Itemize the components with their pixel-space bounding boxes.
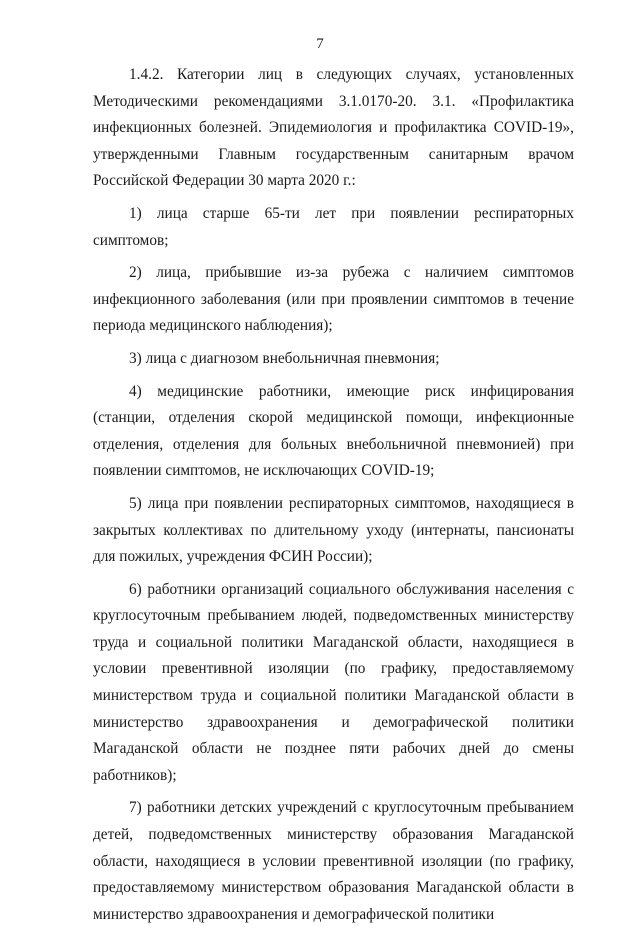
list-item-5: 5) лица при появлении респираторных симптомов, находящиеся в закрытых коллективах по длительному уходу (интернаты, пансионаты для пожилых, учреждения ФСИН России); (93, 494, 574, 566)
list-item-4: 4) медицинские работники, имеющие риск инфицирования (станции, отделения скорой медицинской помощи, инфекционные отделения, отделения для больных внебольничной пневмонией) при появлении симптомов, не исключающих COVID-19; (93, 382, 574, 480)
list-item-6: 6) работники организаций социального обслуживания населения с круглосуточным пребыванием людей, подведомственных министерству труда и социальной политики Магаданской области, находящиеся в условии превентивной изоляции (по графику, предоставляемому министерством труда и социальной политики Магаданской области в министерство здравоохранения и демографической политики Магаданской области не позднее пяти рабочих дней до смены работников); (93, 580, 574, 784)
list-item-2: 2) лица, прибывшие из-за рубежа с наличием симптомов инфекционного заболевания (или при проявлении симптомов в течение периода медицинского наблюдения); (93, 264, 574, 335)
list-item-7: 7) работники детских учреждений с круглосуточным пребыванием детей, подведомственных министерству образования Магаданской области, находящиеся в условии превентивной изоляции (по графику, предоставляемому министерством образования Магаданской области в министерство здравоохранения и демографической политики (93, 799, 574, 923)
document-body (93, 62, 574, 934)
page-number: 7 (316, 36, 324, 52)
paragraph-1-4-2: 1.4.2. Категории лиц в следующих случаях, установленных Методическими рекомендациями 3.1.0170-20. 3.1. «Профилактика инфекционных болезней. Эпидемиология и профилактика COVID-19», утвержденными Главным государственным санитарным врачом Российской Федерации 30 марта 2020 г.: (93, 66, 574, 190)
list-item-3: 3) лица с диагнозом внебольничная пневмония; (129, 349, 440, 367)
list-item-1: 1) лица старше 65-ти лет при появлении респираторных симптомов; (93, 204, 574, 249)
